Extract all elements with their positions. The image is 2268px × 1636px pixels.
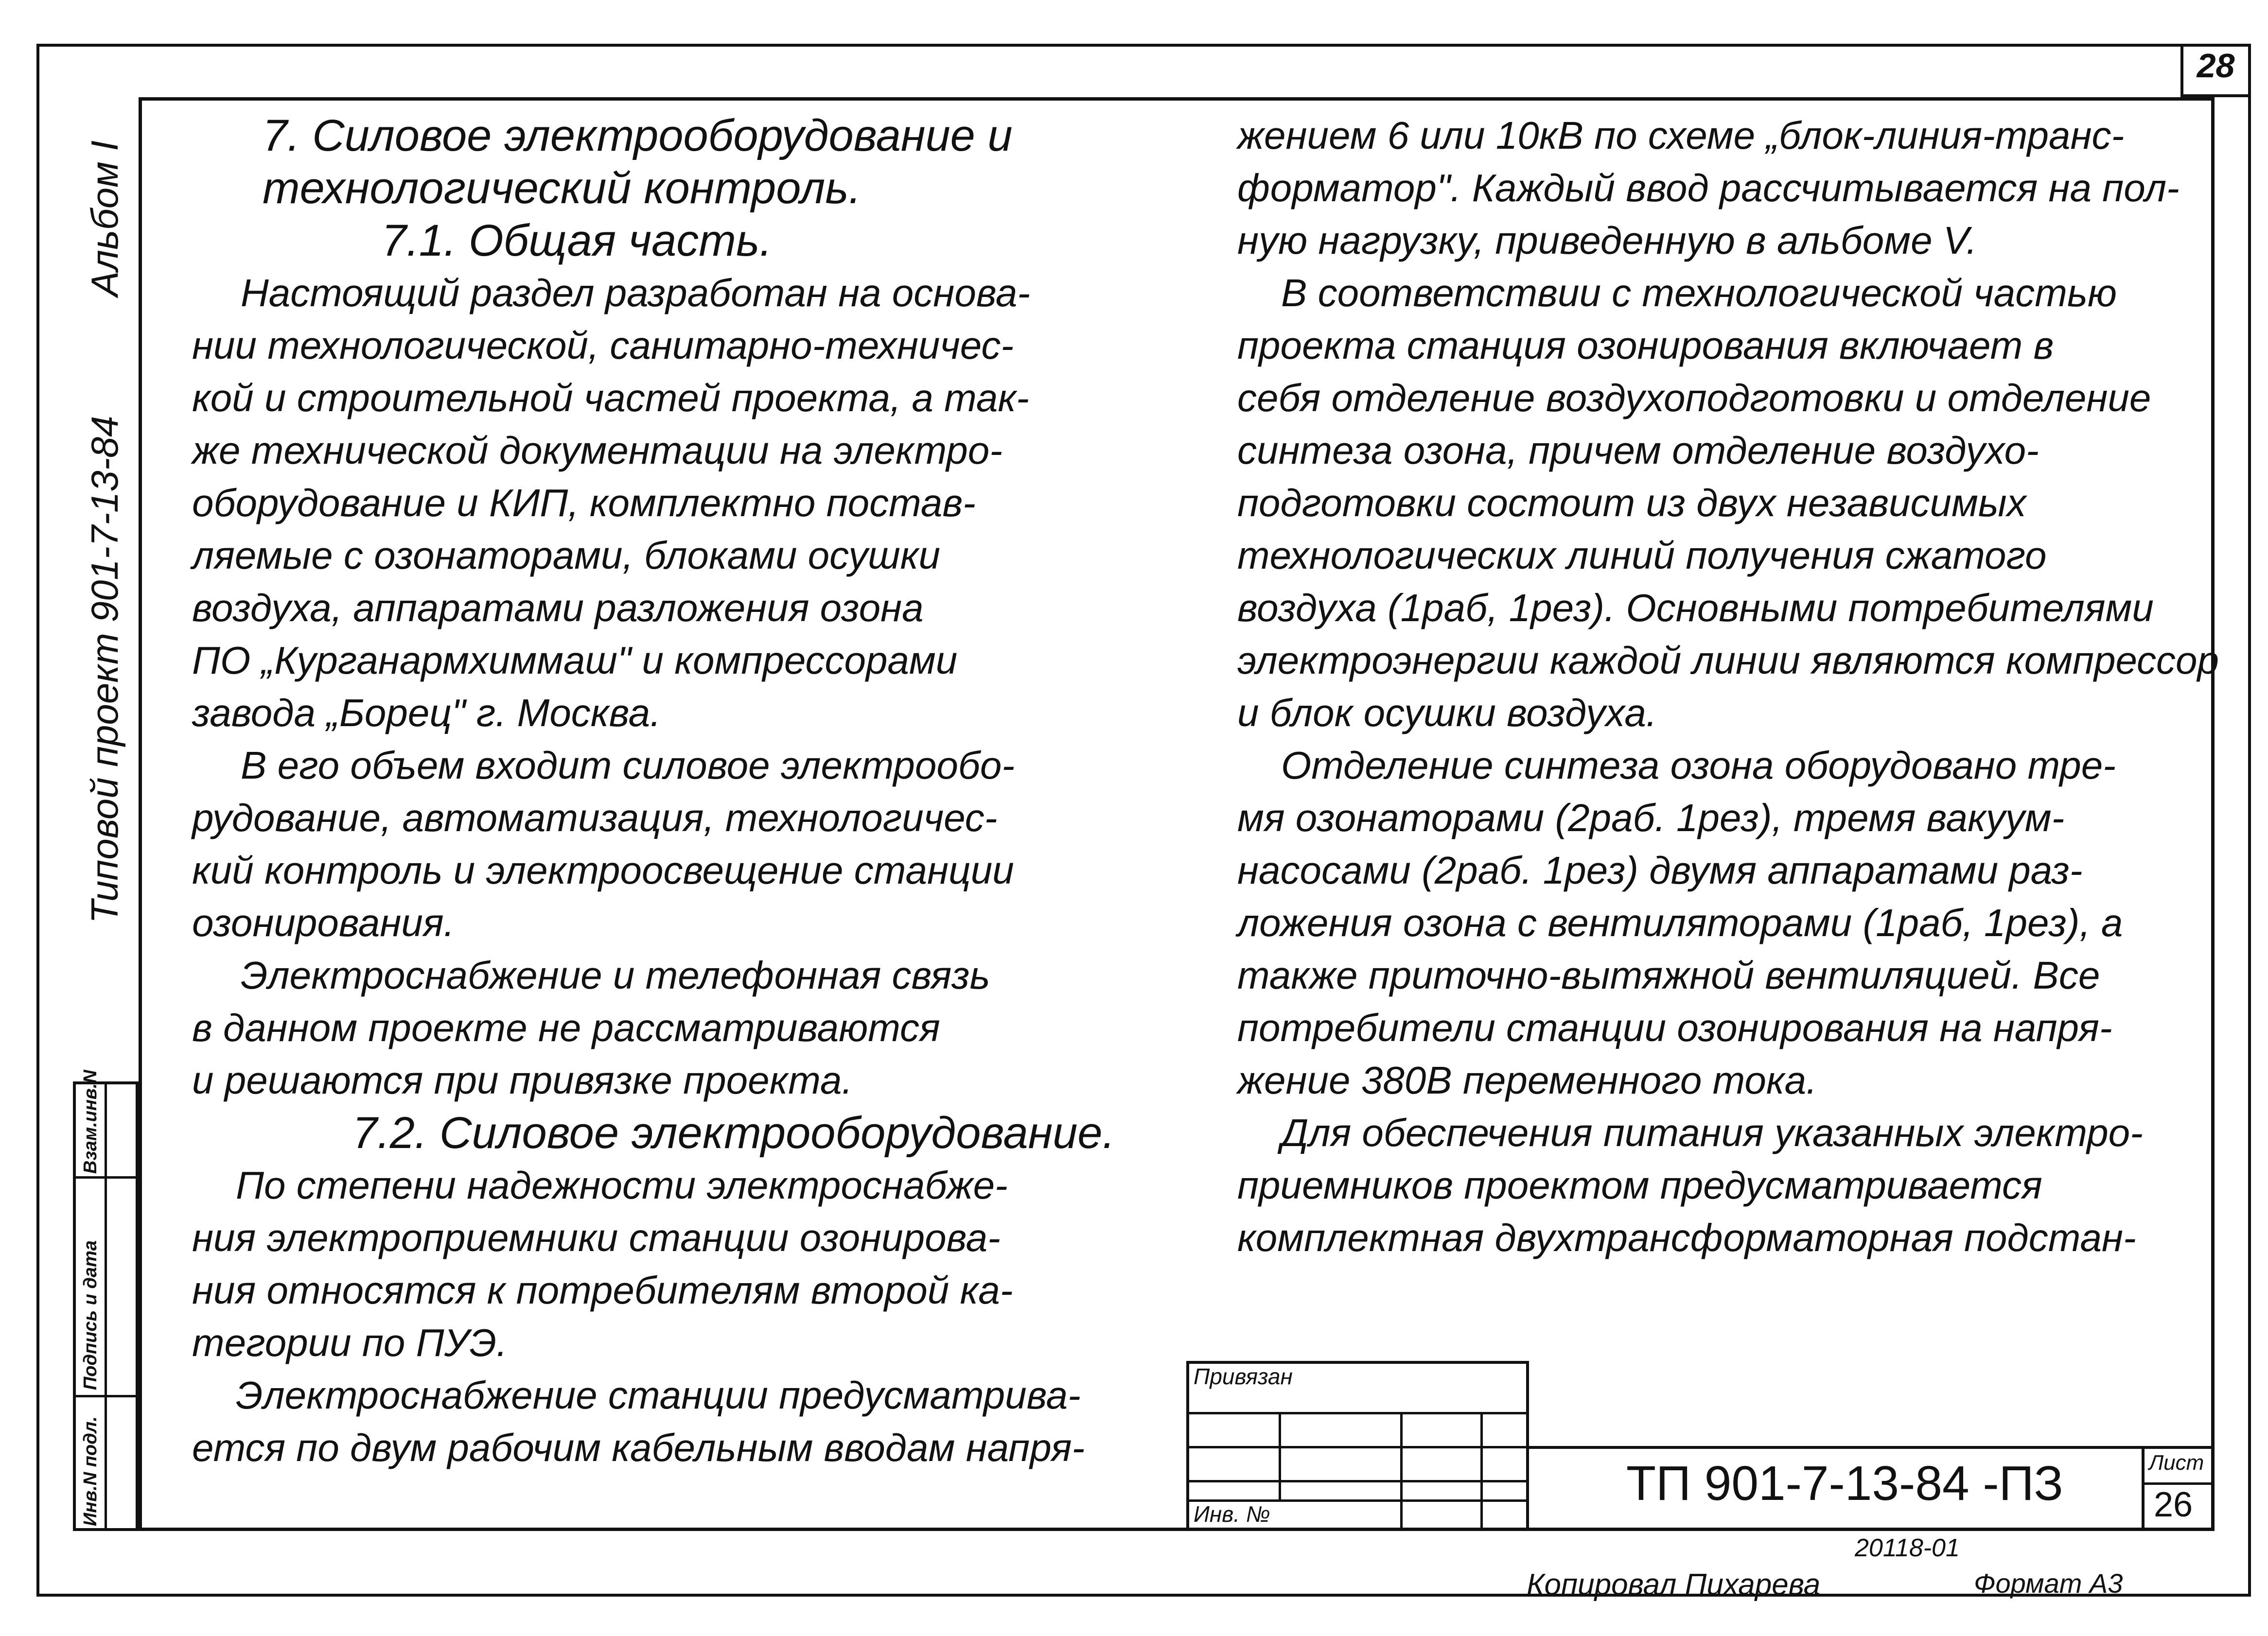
text-line: воздуха, аппаратами разложения озона — [192, 586, 924, 629]
stamp-row-line — [73, 1395, 139, 1397]
text-line: Электроснабжение станции предусматрива- — [236, 1374, 1081, 1417]
list-label: Лист — [2149, 1451, 2204, 1475]
left-text-column — [192, 109, 1155, 1474]
title-row-line — [1186, 1412, 1529, 1414]
text-line: ляемые с озонаторами, блоками осушки — [192, 534, 940, 577]
privyazan-label: Привязан — [1194, 1364, 1293, 1389]
text-line: ния электроприемники станции озонирова- — [192, 1216, 1001, 1259]
text-line: синтеза озона, причем отделение воздухо- — [1237, 429, 2039, 472]
text-line: Отделение синтеза озона оборудовано тре- — [1281, 744, 2116, 787]
doc-code: ТП 901-7-13-84 -ПЗ — [1626, 1456, 2063, 1511]
doc-code-top-line — [1529, 1446, 2215, 1449]
title-col-line — [1480, 1412, 1483, 1531]
inv-no-label: Инв. № — [1194, 1501, 1270, 1527]
text-line: воздуха (1раб, 1рез). Основными потребителями — [1237, 586, 2154, 629]
text-line: В его объем входит силовое электрообо- — [241, 744, 1015, 787]
text-line: нии технологической, санитарно-техничес- — [192, 324, 1014, 367]
section-heading: технологический контроль. — [263, 163, 861, 213]
text-line: Электроснабжение и телефонная связь — [241, 954, 990, 997]
text-line: тегории по ПУЭ. — [192, 1321, 508, 1364]
text-line: жение 380В переменного тока. — [1237, 1059, 1817, 1102]
section-heading: 7. Силовое электрооборудование и — [263, 111, 1013, 160]
text-line: технологических линий получения сжатого — [1237, 534, 2047, 577]
text-line: и решаются при привязке проекта. — [192, 1059, 853, 1102]
stamp-inv-podl: Инв.N подл. — [80, 1416, 101, 1526]
text-line: ную нагрузку, приведенную в альбоме V. — [1237, 219, 1977, 262]
text-line: подготовки состоит из двух независимых — [1237, 481, 2026, 524]
text-line: приемников проектом предусматривается — [1237, 1164, 2042, 1207]
right-text-column — [1237, 109, 2219, 1264]
text-line: себя отделение воздухоподготовки и отделение — [1237, 376, 2151, 419]
project-label: Типовой проект 901-7-13-84 — [83, 416, 126, 923]
text-line: потребители станции озонирования на напря- — [1237, 1006, 2112, 1049]
footer-code: 20118-01 — [1855, 1534, 1960, 1562]
footer-format: Формат А3 — [1974, 1568, 2123, 1599]
stamp-row-line — [73, 1176, 139, 1179]
title-row-line — [1186, 1446, 1529, 1448]
section-heading: 7.1. Общая часть. — [382, 216, 772, 265]
text-line: мя озонаторами (2раб. 1рез), тремя вакуум- — [1237, 796, 2065, 839]
text-line: комплектная двухтрансформаторная подстан- — [1237, 1216, 2136, 1259]
text-line: проекта станция озонирования включает в — [1237, 324, 2054, 367]
album-label: Альбом I — [83, 140, 126, 296]
text-line: ПО „Курганармхиммаш" и компрессорами — [192, 639, 958, 682]
sheet-number: 28 — [2197, 47, 2235, 85]
text-line: рудование, автоматизация, технологичес- — [192, 796, 998, 839]
text-line: ется по двум рабочим кабельным вводам напря- — [192, 1426, 1085, 1469]
text-line: кий контроль и электроосвещение станции — [192, 849, 1014, 892]
text-line: озонирования. — [192, 901, 455, 944]
text-line: и блок осушки воздуха. — [1237, 691, 1657, 734]
title-col-line — [1279, 1412, 1281, 1499]
text-line: ния относятся к потребителям второй ка- — [192, 1269, 1013, 1312]
footer-copied: Копировал Пихарева — [1527, 1568, 1821, 1601]
stamp-vzam: Взам.инв.N — [80, 1070, 101, 1174]
text-line: Настоящий раздел разработан на основа- — [241, 271, 1030, 314]
text-line: насосами (2раб. 1рез) двумя аппаратами раз- — [1237, 849, 2083, 892]
text-line: кой и строительной частей проекта, а так- — [192, 376, 1029, 419]
section-heading: 7.2. Силовое электрооборудование. — [352, 1108, 1115, 1158]
text-line: ложения озона с вентиляторами (1раб, 1рез), а — [1237, 901, 2123, 944]
text-line: в данном проекте не рассматриваются — [192, 1006, 940, 1049]
text-line: электроэнергии каждой линии являются компрессор — [1237, 639, 2219, 682]
stamp-podpis: Подпись и дата — [80, 1240, 101, 1390]
text-line: завода „Борец" г. Москва. — [192, 691, 661, 734]
text-line: По степени надежности электроснабже- — [236, 1164, 1008, 1207]
text-line: также приточно-вытяжной вентиляцией. Все — [1237, 954, 2100, 997]
list-number: 26 — [2154, 1485, 2193, 1524]
text-line: форматор". Каждый ввод рассчитывается на пол- — [1237, 166, 2180, 209]
title-col-line — [1400, 1412, 1403, 1531]
title-row-line — [1186, 1480, 1529, 1482]
text-line: В соответствии с технологической частью — [1281, 271, 2117, 314]
stamp-divider — [105, 1081, 107, 1531]
text-line: Для обеспечения питания указанных электро- — [1281, 1111, 2143, 1154]
text-line: жением 6 или 10кВ по схеме „блок-линия-транс- — [1237, 114, 2125, 157]
text-line: оборудование и КИП, комплектно постав- — [192, 481, 976, 524]
text-line: же технической документации на электро- — [192, 429, 1002, 472]
